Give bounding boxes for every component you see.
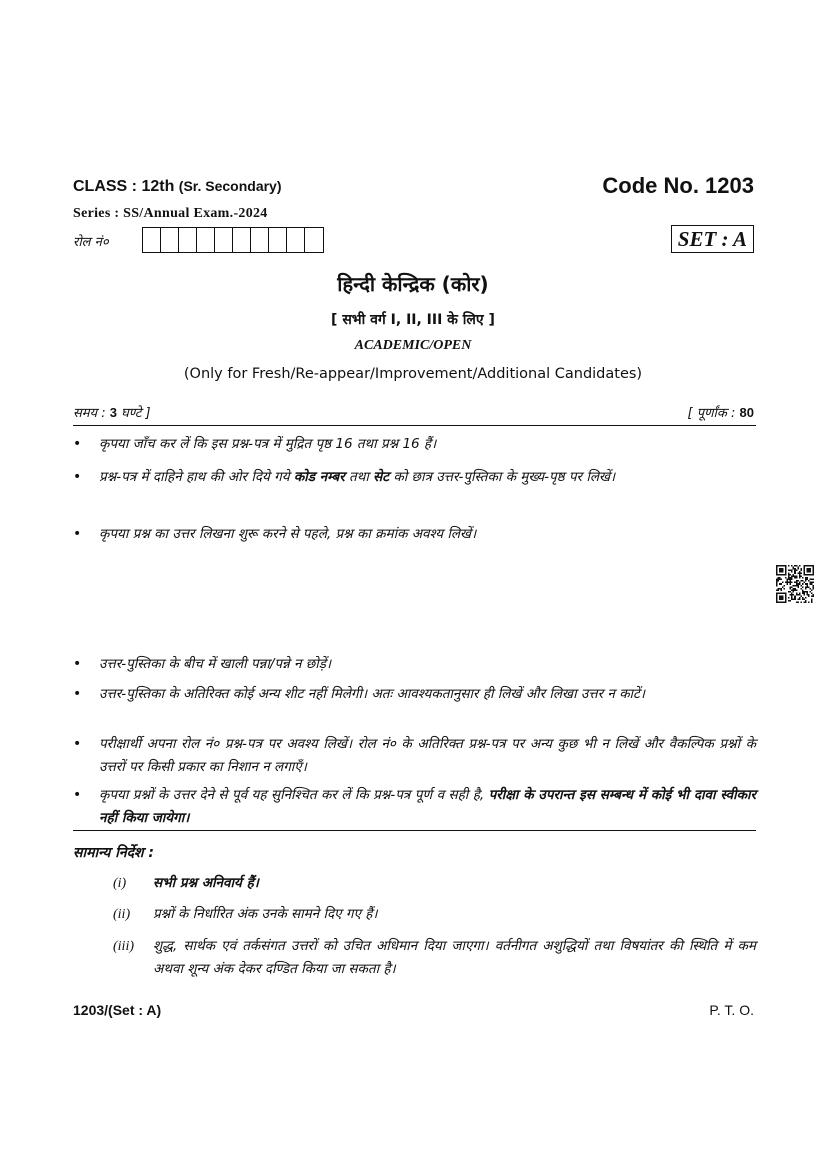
general-item-number: (i) [113, 876, 127, 891]
qr-module [790, 591, 792, 593]
qr-module [809, 579, 811, 581]
qr-module [803, 594, 805, 596]
qr-module [803, 582, 805, 584]
instruction-part: तथा [344, 469, 374, 485]
general-item-text: प्रश्नों के निर्धारित अंक उनके सामने दिए गए हैं। [153, 906, 378, 922]
instruction-item [73, 466, 756, 489]
qr-module [790, 583, 792, 585]
qr-module [800, 570, 802, 572]
qr-module [802, 577, 804, 579]
qr-module [794, 582, 796, 584]
qr-module [802, 586, 804, 588]
qr-module [796, 601, 798, 603]
qr-module [805, 580, 807, 582]
qr-module [791, 597, 793, 599]
qr-module [794, 576, 796, 578]
qr-module [800, 595, 802, 597]
qr-module [800, 601, 802, 603]
qr-module [805, 588, 807, 590]
qr-module [779, 568, 784, 573]
instruction-item [73, 784, 756, 830]
qr-module [790, 600, 792, 602]
qr-module [788, 591, 790, 593]
general-item [113, 872, 756, 895]
qr-module [800, 568, 802, 570]
qr-module [791, 595, 793, 597]
qr-module [779, 579, 781, 581]
roll-number-box[interactable] [197, 228, 215, 252]
roll-number-box[interactable] [215, 228, 233, 252]
qr-module [796, 592, 798, 594]
qr-module [806, 577, 808, 579]
instruction-text [99, 466, 756, 489]
qr-module [776, 583, 778, 585]
qr-module [778, 588, 780, 590]
qr-module [799, 571, 801, 573]
qr-module [794, 589, 796, 591]
qr-module [805, 601, 807, 603]
qr-code-icon [776, 565, 814, 603]
qr-module [803, 592, 805, 594]
qr-module [796, 585, 798, 587]
qr-module [799, 577, 801, 579]
qr-module [809, 582, 811, 584]
qr-module [790, 594, 792, 596]
qr-module [778, 589, 780, 591]
qr-module [793, 585, 795, 587]
bullet: • [73, 526, 82, 542]
qr-module [799, 582, 801, 584]
qr-module [802, 583, 804, 585]
qr-module [788, 576, 790, 578]
qr-module [796, 594, 798, 596]
qr-module [800, 585, 802, 587]
series-label: Series : SS/Annual Exam.-2024 [73, 206, 268, 221]
qr-module [784, 585, 786, 587]
qr-module [805, 597, 807, 599]
qr-module [790, 586, 792, 588]
qr-module [806, 586, 808, 588]
subject-groups: [ सभी वर्ग I, II, III के लिए ] [331, 312, 495, 328]
qr-module [802, 589, 804, 591]
qr-module [802, 597, 804, 599]
qr-module [812, 582, 814, 584]
qr-module [776, 579, 778, 581]
qr-module [791, 571, 793, 573]
qr-module [791, 589, 793, 591]
instruction-text: परीक्षार्थी अपना रोल नं० प्रश्न-पत्र पर अवश्य लिखें। रोल नं० के अतिरिक्त प्रश्न-पत्र पर अन्य कुछ भी न लिखें और वैकल्पिक प्रश्नों के उत्तरों पर किसी प्रकार का निशान न लगाएँ। [99, 736, 756, 775]
roll-number-box[interactable] [305, 228, 323, 252]
qr-module [793, 589, 795, 591]
qr-module [788, 597, 790, 599]
class-label [73, 178, 282, 196]
qr-module [800, 573, 802, 575]
qr-module [800, 580, 802, 582]
qr-module [799, 574, 801, 576]
instruction-item [73, 653, 756, 676]
qr-module [811, 592, 813, 594]
qr-module [791, 579, 793, 581]
qr-module [791, 594, 793, 596]
qr-module [794, 598, 796, 600]
qr-module [776, 580, 778, 582]
qr-module [778, 580, 780, 582]
qr-module [794, 595, 796, 597]
qr-module [788, 600, 790, 602]
general-item-number: (iii) [113, 939, 134, 954]
qr-module [799, 594, 801, 596]
qr-module [806, 594, 808, 596]
qr-module [805, 591, 807, 593]
qr-module [797, 585, 799, 587]
academic-open-label: ACADEMIC/OPEN [354, 338, 472, 353]
qr-module [782, 586, 784, 588]
roll-number-box[interactable] [179, 228, 197, 252]
qr-module [806, 585, 808, 587]
instruction-bold: परीक्षा के उपरान्त इस सम्बन्ध में कोई भी दावा स्वीकार नहीं किया जायेगा। [99, 787, 756, 826]
qr-module [787, 583, 789, 585]
qr-module [796, 583, 798, 585]
qr-module [791, 565, 793, 567]
qr-module [808, 580, 810, 582]
qr-module [802, 592, 804, 594]
qr-module [794, 588, 796, 590]
qr-module [799, 565, 801, 567]
roll-number-label: रोल नं० [73, 235, 109, 250]
qr-module [805, 583, 807, 585]
qr-module [790, 570, 792, 572]
qr-module [791, 577, 793, 579]
instruction-text: उत्तर-पुस्तिका के अतिरिक्त कोई अन्य शीट नहीं मिलेगी। अतः आवश्यकतानुसार ही लिखें और लिखा उत्तर न काटें। [99, 686, 645, 702]
qr-module [811, 598, 813, 600]
time-suffix: घण्टे ] [116, 406, 151, 421]
qr-module [799, 592, 801, 594]
qr-module [793, 567, 795, 569]
marks-value: 80 [739, 405, 754, 420]
qr-module [781, 579, 783, 581]
qr-module [785, 577, 787, 579]
roll-number-box[interactable] [269, 228, 287, 252]
time-allowed [73, 403, 151, 421]
marks-prefix: [ पूर्णांक : [687, 406, 740, 421]
qr-module [802, 598, 804, 600]
instruction-text [99, 784, 756, 830]
set-badge: SET : A [671, 225, 754, 253]
qr-module [809, 583, 811, 585]
qr-module [791, 592, 793, 594]
qr-module [779, 595, 784, 600]
qr-module [790, 580, 792, 582]
qr-module [806, 579, 808, 581]
qr-module [779, 583, 781, 585]
qr-module [793, 598, 795, 600]
qr-module [785, 582, 787, 584]
qr-module [797, 573, 799, 575]
qr-module [796, 570, 798, 572]
qr-module [778, 579, 780, 581]
qr-module [790, 582, 792, 584]
bullet: • [73, 656, 82, 672]
qr-module [796, 582, 798, 584]
qr-module [800, 576, 802, 578]
instruction-item [73, 733, 756, 779]
qr-module [812, 579, 814, 581]
roll-number-box[interactable] [161, 228, 179, 252]
qr-module [793, 594, 795, 596]
qr-module [796, 577, 798, 579]
qr-module [805, 577, 807, 579]
qr-module [794, 585, 796, 587]
qr-module [788, 574, 790, 576]
general-item-text: शुद्ध, सार्थक एवं तर्कसंगत उत्तरों को उचित अधिमान दिया जाएगा। वर्तनीगत अशुद्धियों तथा विषयांतर की स्थिति में कम अथवा शून्य अंक देकर दण्डित किया जा सकता है। [153, 938, 756, 977]
qr-module [797, 580, 799, 582]
qr-module [794, 573, 796, 575]
instruction-text: कृपया प्रश्न का उत्तर लिखना शुरू करने से पहले, प्रश्न का क्रमांक अवश्य लिखें। [99, 526, 477, 542]
qr-module [809, 591, 811, 593]
divider-bottom [73, 830, 756, 831]
qr-module [793, 568, 795, 570]
qr-module [803, 601, 805, 603]
general-item [113, 935, 756, 981]
qr-module [791, 582, 793, 584]
general-instructions-heading: सामान्य निर्देश : [73, 845, 155, 861]
instruction-bold: कोड नम्बर [293, 469, 345, 485]
subject-title: हिन्दी केन्द्रिक (कोर) [337, 272, 489, 296]
qr-module [779, 577, 781, 579]
max-marks [688, 403, 754, 421]
instruction-part: कृपया प्रश्नों के उत्तर देने से पूर्व यह सुनिश्चित कर लें कि प्रश्न-पत्र पूर्ण व सही है, [99, 787, 489, 803]
qr-module [791, 598, 793, 600]
qr-module [784, 588, 786, 590]
general-item-text: सभी प्रश्न अनिवार्य हैं। [153, 875, 259, 891]
roll-number-box[interactable] [233, 228, 251, 252]
qr-module [811, 583, 813, 585]
qr-module [788, 577, 790, 579]
qr-module [812, 585, 814, 587]
qr-module [781, 589, 783, 591]
bullet: • [73, 436, 82, 452]
qr-module [781, 588, 783, 590]
qr-module [797, 586, 799, 588]
time-value: 3 [109, 405, 117, 420]
qr-module [776, 589, 778, 591]
qr-module [776, 585, 778, 587]
footer-code: 1203/(Set : A) [73, 1002, 162, 1018]
qr-module [797, 594, 799, 596]
bullet: • [73, 736, 82, 752]
qr-module [790, 577, 792, 579]
qr-module [811, 595, 813, 597]
qr-module [779, 588, 781, 590]
qr-module [799, 583, 801, 585]
qr-module [799, 598, 801, 600]
qr-module [794, 565, 796, 567]
instruction-item [73, 433, 756, 456]
qr-module [793, 576, 795, 578]
qr-module [802, 591, 804, 593]
qr-module [788, 582, 790, 584]
qr-module [788, 573, 790, 575]
qr-module [811, 600, 813, 602]
bullet: • [73, 686, 82, 702]
qr-module [808, 601, 810, 603]
qr-module [803, 598, 805, 600]
qr-module [799, 576, 801, 578]
qr-module [805, 586, 807, 588]
qr-module [794, 570, 796, 572]
qr-module [778, 577, 780, 579]
qr-module [806, 583, 808, 585]
qr-module [812, 594, 814, 596]
qr-module [808, 586, 810, 588]
class-text: CLASS : 12th [73, 178, 175, 195]
roll-number-box[interactable] [143, 228, 161, 252]
instruction-bold: सेट [373, 469, 390, 485]
qr-module [812, 586, 814, 588]
qr-module [790, 588, 792, 590]
qr-module [806, 591, 808, 593]
qr-module [794, 571, 796, 573]
qr-module [797, 601, 799, 603]
qr-module [791, 576, 793, 578]
qr-module [811, 579, 813, 581]
instruction-part: प्रश्न-पत्र में दाहिने हाथ की ओर दिये गये [99, 469, 294, 485]
roll-number-box[interactable] [251, 228, 269, 252]
qr-module [809, 588, 811, 590]
qr-module [806, 592, 808, 594]
qr-module [793, 591, 795, 593]
qr-module [788, 565, 790, 567]
qr-module [776, 582, 778, 584]
roll-number-box[interactable] [287, 228, 305, 252]
qr-module [805, 579, 807, 581]
instruction-part: को छात्र उत्तर-पुस्तिका के मुख्य-पृष्ठ पर लिखें। [389, 469, 616, 485]
qr-module [805, 600, 807, 602]
qr-module [794, 568, 796, 570]
qr-module [803, 591, 805, 593]
qr-module [793, 588, 795, 590]
instruction-text: कृपया जाँच कर लें कि इस प्रश्न-पत्र में मुद्रित पृष्ठ 16 तथा प्रश्न 16 हैं। [99, 436, 437, 452]
qr-module [812, 588, 814, 590]
general-item [113, 903, 756, 926]
qr-module [793, 574, 795, 576]
qr-module [796, 580, 798, 582]
qr-module [787, 579, 789, 581]
qr-module [808, 594, 810, 596]
divider-top [73, 425, 756, 426]
qr-module [787, 582, 789, 584]
qr-module [790, 574, 792, 576]
qr-module [791, 570, 793, 572]
qr-module [794, 597, 796, 599]
code-number: Code No. 1203 [602, 173, 754, 198]
instruction-item [73, 683, 756, 706]
qr-module [791, 586, 793, 588]
qr-module [782, 582, 784, 584]
qr-module [806, 568, 811, 573]
instruction-item [73, 523, 756, 546]
qr-module [796, 589, 798, 591]
bullet: • [73, 469, 82, 485]
roll-number-boxes[interactable] [142, 227, 324, 253]
footer-pto: P. T. O. [709, 1002, 754, 1018]
general-item-number: (ii) [113, 907, 131, 922]
qr-module [808, 595, 810, 597]
qr-module [812, 595, 814, 597]
qr-module [799, 597, 801, 599]
qr-module [781, 583, 783, 585]
instruction-text: उत्तर-पुस्तिका के बीच में खाली पन्ना/पन्ने न छोड़ें। [99, 656, 332, 672]
qr-module [802, 580, 804, 582]
qr-module [797, 568, 799, 570]
qr-module [800, 588, 802, 590]
qr-module [797, 583, 799, 585]
qr-module [788, 570, 790, 572]
qr-module [811, 589, 813, 591]
qr-module [811, 582, 813, 584]
qr-module [796, 576, 798, 578]
candidates-note: (Only for Fresh/Re-appear/Improvement/Additional Candidates) [183, 366, 643, 382]
qr-module [811, 601, 813, 603]
time-prefix: समय : [73, 406, 110, 421]
qr-module [799, 573, 801, 575]
qr-module [788, 579, 790, 581]
class-sub-text: (Sr. Secondary) [178, 178, 282, 194]
qr-module [787, 580, 789, 582]
qr-module [797, 567, 799, 569]
qr-module [797, 598, 799, 600]
qr-module [796, 565, 798, 567]
bullet: • [73, 787, 82, 803]
qr-module [794, 577, 796, 579]
qr-module [790, 579, 792, 581]
